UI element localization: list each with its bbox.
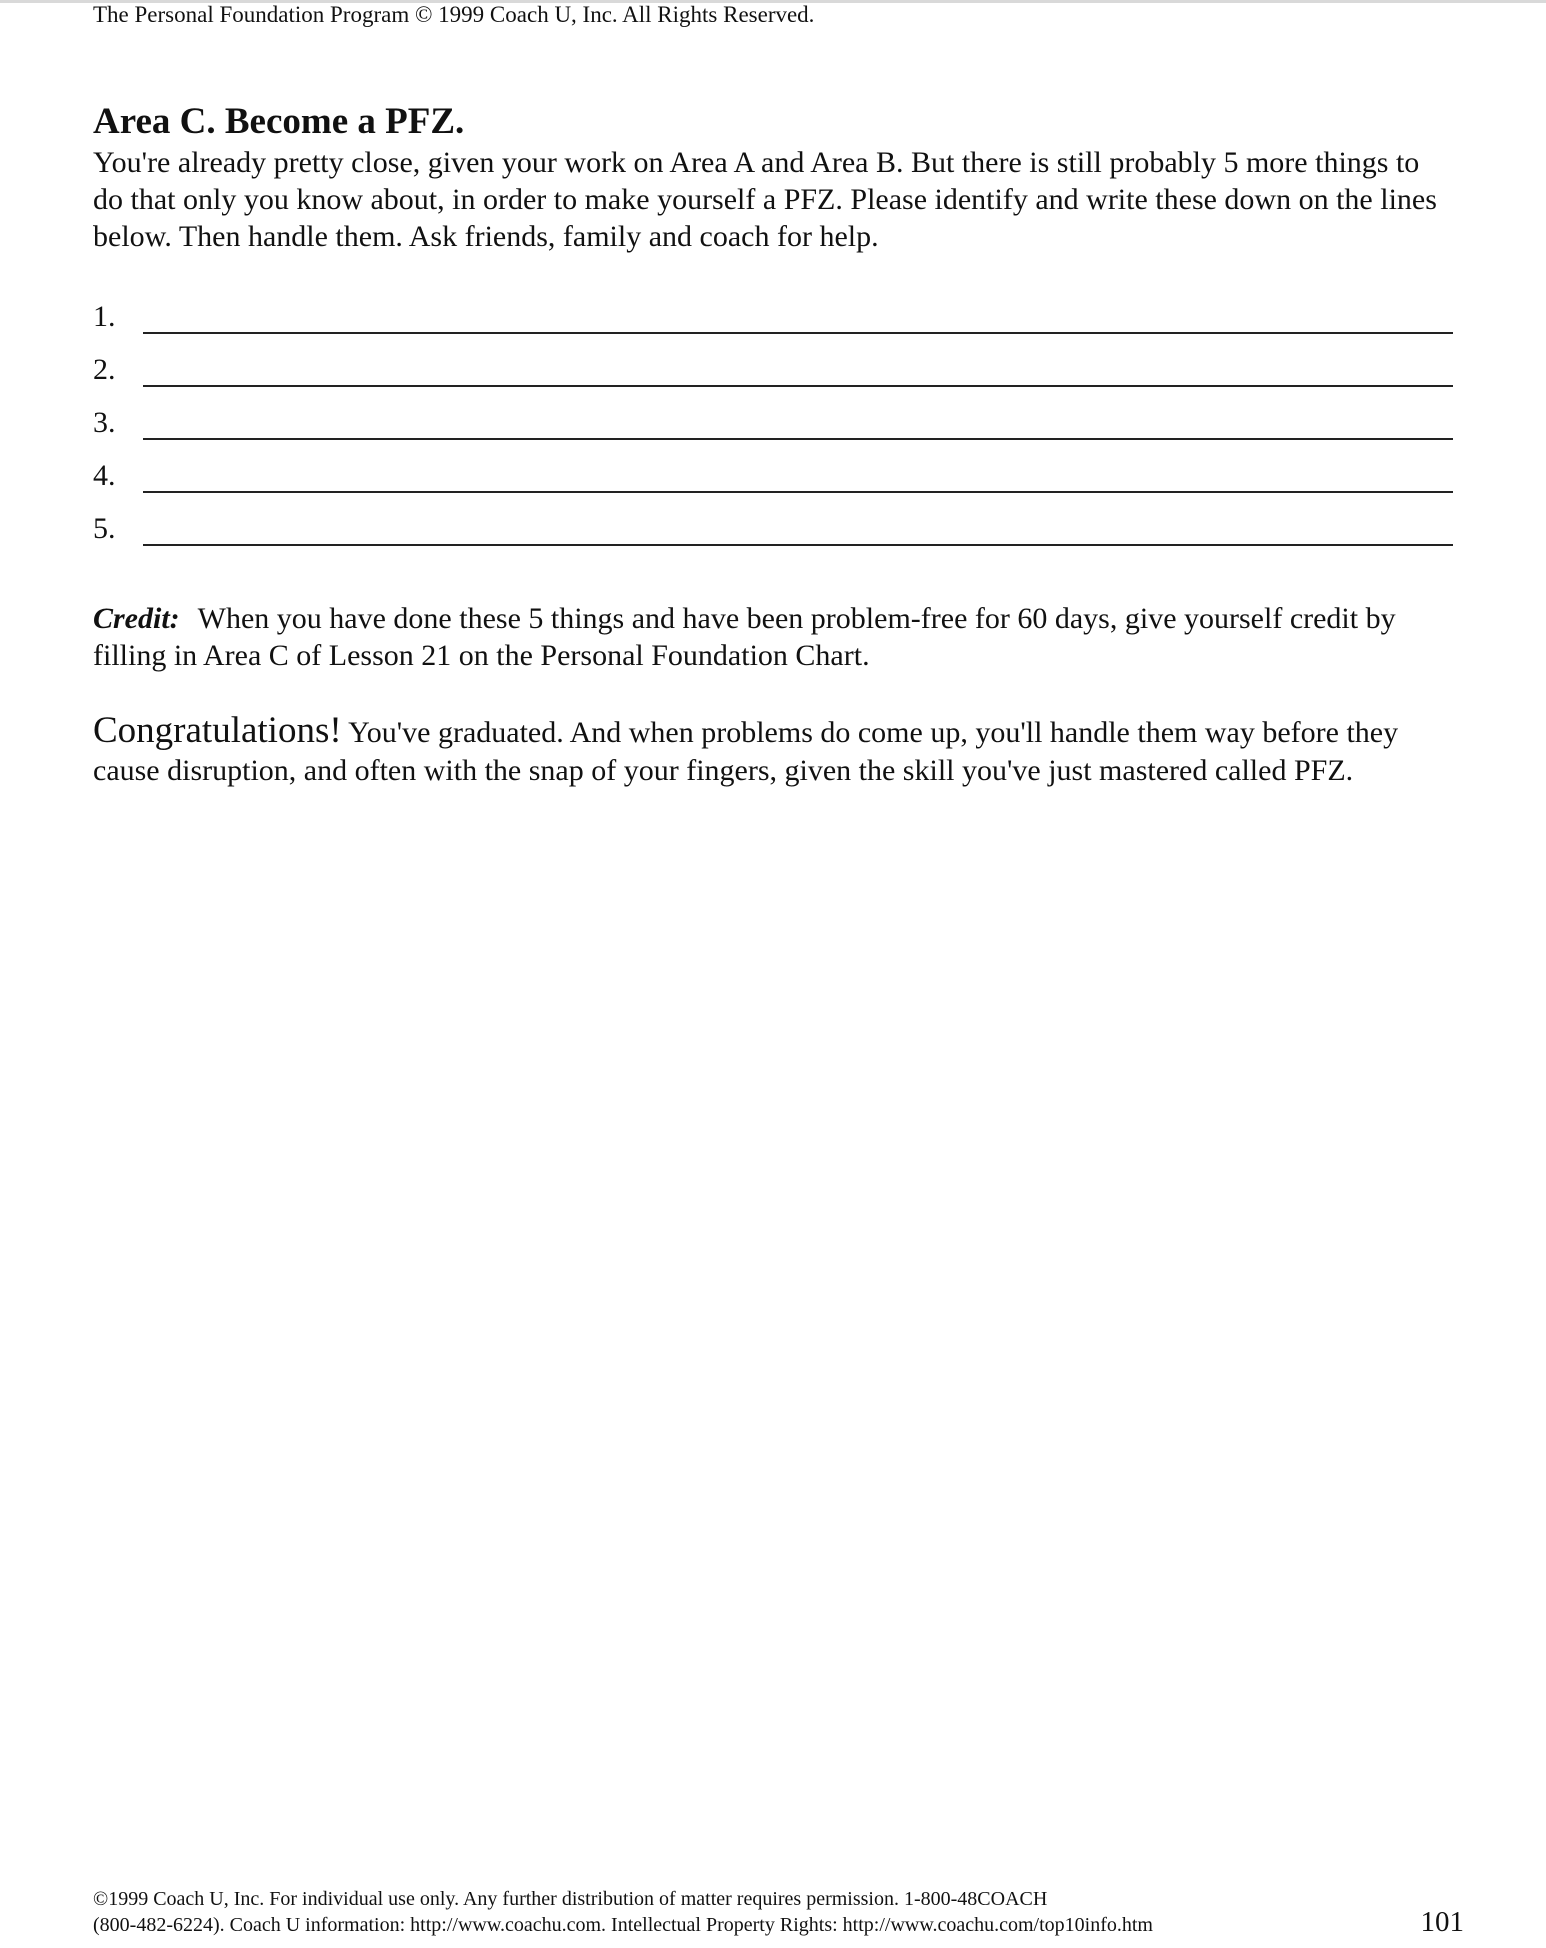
- credit-paragraph: [93, 600, 1453, 674]
- write-in-line[interactable]: [143, 355, 1453, 387]
- running-header: The Personal Foundation Program © 1999 Coach U, Inc. All Rights Reserved.: [93, 2, 815, 27]
- congratulations-text: You've graduated. And when problems do come up, you'll handle them way before they cause disruption, and often with the snap of your fingers, given the skill you've just mastered called PFZ.: [93, 716, 1399, 787]
- blank-line-item: [93, 493, 1453, 546]
- page-content: [93, 100, 1453, 790]
- blank-line-item: [93, 334, 1453, 387]
- congratulations-word: Congratulations!: [93, 710, 342, 751]
- blank-line-number: 1.: [93, 300, 116, 333]
- write-in-line[interactable]: [143, 514, 1453, 546]
- footer-line-2: (800-482-6224). Coach U information: http://www.coachu.com. Intellectual Property Rights: http://www.coachu.com/top10info.htm: [93, 1914, 1153, 1936]
- blank-line-number: 3.: [93, 406, 116, 439]
- blank-line-item: [93, 387, 1453, 440]
- write-in-line[interactable]: [143, 461, 1453, 493]
- page-number: 101: [1420, 1906, 1464, 1938]
- blank-lines-list: [93, 281, 1453, 546]
- congratulations-paragraph: [93, 712, 1453, 790]
- blank-line-item: [93, 440, 1453, 493]
- footer-line-1: ©1999 Coach U, Inc. For individual use only. Any further distribution of matter requires permission. 1-800-48COACH: [93, 1888, 1048, 1910]
- blank-line-number: 5.: [93, 512, 116, 545]
- section-intro: You're already pretty close, given your work on Area A and Area B. But there is still probably 5 more things to do that only you know about, in order to make yourself a PFZ. Please identify and write these down on the lines below. Then handle them. Ask friends, family and coach for help.: [93, 146, 1437, 253]
- page-footer: [93, 1886, 1153, 1938]
- credit-text: When you have done these 5 things and have been problem-free for 60 days, give yourself credit by filling in Area C of Lesson 21 on the Personal Foundation Chart.: [93, 602, 1396, 672]
- blank-line-number: 4.: [93, 459, 116, 492]
- section-title: Area C. Become a PFZ.: [93, 101, 465, 142]
- write-in-line[interactable]: [143, 302, 1453, 334]
- write-in-line[interactable]: [143, 408, 1453, 440]
- blank-line-number: 2.: [93, 353, 116, 386]
- blank-line-item: [93, 281, 1453, 334]
- credit-label: Credit:: [93, 602, 180, 635]
